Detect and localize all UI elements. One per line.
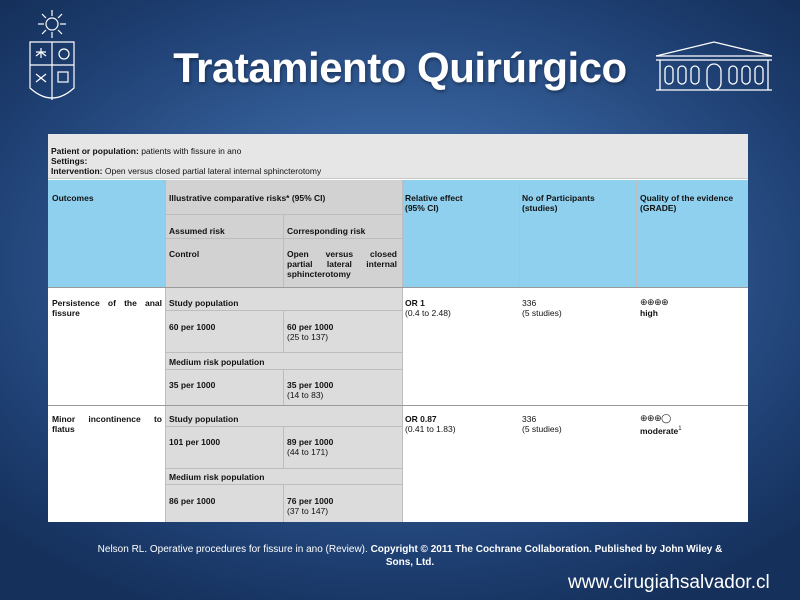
outcome-2-quality-footnote: 1 (678, 426, 682, 432)
outcome-1-medium-risk: Medium risk population (169, 357, 265, 367)
outcome-1-name-line2: fissure (52, 308, 80, 318)
outcome-1-medium-assumed: 35 per 1000 (169, 380, 216, 390)
grid-hline (165, 426, 402, 427)
slide-title: Tratamiento Quirúrgico (173, 44, 627, 91)
grid-hline (165, 310, 402, 311)
citation-plain: Nelson RL. Operative procedures for fissure in ano (Review). (97, 544, 368, 555)
grid-hline (165, 238, 402, 239)
website-url: www.cirugiahsalvador.cl (568, 572, 770, 593)
header-control: Control (169, 249, 200, 259)
header-assumed-risk: Assumed risk (169, 226, 225, 236)
outcome-1-studies: (5 studies) (522, 308, 562, 318)
grid-vline (636, 180, 637, 287)
outcome-1-relative-effect: OR 1 (405, 298, 425, 308)
grid-vline (165, 180, 166, 522)
intervention-value: Open versus closed partial lateral internal sphincterotomy (104, 166, 322, 176)
outcome-2-study-corresponding-ci: (44 to 171) (287, 447, 329, 457)
grid-vline (283, 426, 284, 468)
outcome-1-name-line1: Persistence of the anal (52, 298, 162, 308)
population-value: patients with fissure in ano (141, 146, 242, 156)
outcome-1-participants: 336 (522, 298, 537, 308)
grid-vline (283, 310, 284, 352)
intervention-line (51, 166, 321, 177)
header-intervention-1: Open versus closed (287, 249, 397, 259)
population-label: Patient or population: (51, 146, 139, 156)
grid-hline (165, 468, 402, 469)
outcome-2-medium-corresponding-ci: (37 to 147) (287, 506, 329, 516)
header-outcomes: Outcomes (52, 193, 94, 203)
outcome-1-study-population: Study population (169, 298, 239, 308)
outcome-2-study-corresponding: 89 per 1000 (287, 437, 334, 447)
outcome-1-study-corresponding: 60 per 1000 (287, 322, 334, 332)
header-participants-1: No of Participants (522, 193, 595, 203)
grid-hline (48, 405, 748, 406)
outcome-1-quality-icons: ⊕⊕⊕⊕ (640, 297, 669, 307)
outcome-2-quality: moderate (640, 425, 679, 436)
grid-vline (283, 369, 284, 405)
outcome-1-relative-effect-ci: (0.4 to 2.48) (405, 308, 451, 318)
hospital-building-logo (654, 40, 774, 94)
outcome-2-medium-assumed: 86 per 1000 (169, 496, 216, 506)
outcome-2-participants: 336 (522, 414, 537, 424)
header-quality-1: Quality of the evidence (640, 193, 734, 203)
grid-hline (165, 352, 402, 353)
outcome-2-quality-line (640, 424, 682, 436)
grid-hline (165, 214, 402, 215)
citation-bold: Copyright © 2011 The Cochrane Collaboration. Published by John Wiley & (370, 544, 723, 555)
outcome-2-relative-effect: OR 0.87 (405, 414, 437, 424)
header-quality-2: (GRADE) (640, 203, 677, 213)
outcome-1-medium-corresponding-ci: (14 to 83) (287, 390, 324, 400)
intervention-label: Intervention: (51, 166, 103, 176)
outcome-2-study-population: Study population (169, 414, 239, 424)
header-relative-effect-1: Relative effect (405, 193, 463, 203)
header-relative-effect-2: (95% CI) (405, 203, 439, 213)
header-participants-2: (studies) (522, 203, 558, 213)
outcome-2-relative-effect-ci: (0.41 to 1.83) (405, 424, 456, 434)
grid-vline (283, 214, 284, 287)
outcome-2-study-assumed: 101 per 1000 (169, 437, 221, 447)
grid-vline (283, 484, 284, 522)
outcome-1-quality: high (640, 308, 658, 318)
grid-vline (402, 180, 403, 522)
grid-hline (165, 484, 402, 485)
outcome-1-study-assumed: 60 per 1000 (169, 322, 216, 332)
citation-footer (60, 543, 760, 569)
outcome-1-medium-corresponding: 35 per 1000 (287, 380, 334, 390)
grid-hline (48, 287, 748, 288)
outcome-2-medium-corresponding: 76 per 1000 (287, 496, 334, 506)
outcome-2-name-line2: flatus (52, 424, 75, 434)
citation-line2: Sons, Ltd. (385, 557, 435, 568)
summary-of-findings-table (48, 134, 748, 522)
outcome-2-medium-risk: Medium risk population (169, 472, 265, 482)
population-line (51, 146, 241, 157)
grid-hline (165, 369, 402, 370)
university-seal-logo (24, 8, 80, 112)
header-intervention-2: partial lateral internal (287, 259, 397, 269)
outcome-2-quality-icons: ⊕⊕⊕◯ (640, 413, 671, 423)
outcome-1-study-corresponding-ci: (25 to 137) (287, 332, 329, 342)
outcome-2-studies: (5 studies) (522, 424, 562, 434)
grid-vline (519, 180, 520, 287)
header-intervention-3: sphincterotomy (287, 269, 351, 279)
settings-label: Settings: (51, 156, 88, 166)
header-risks: Illustrative comparative risks* (95% CI) (169, 193, 326, 203)
header-corresponding-risk: Corresponding risk (287, 226, 366, 236)
outcome-2-name-line1: Minor incontinence to (52, 414, 162, 424)
